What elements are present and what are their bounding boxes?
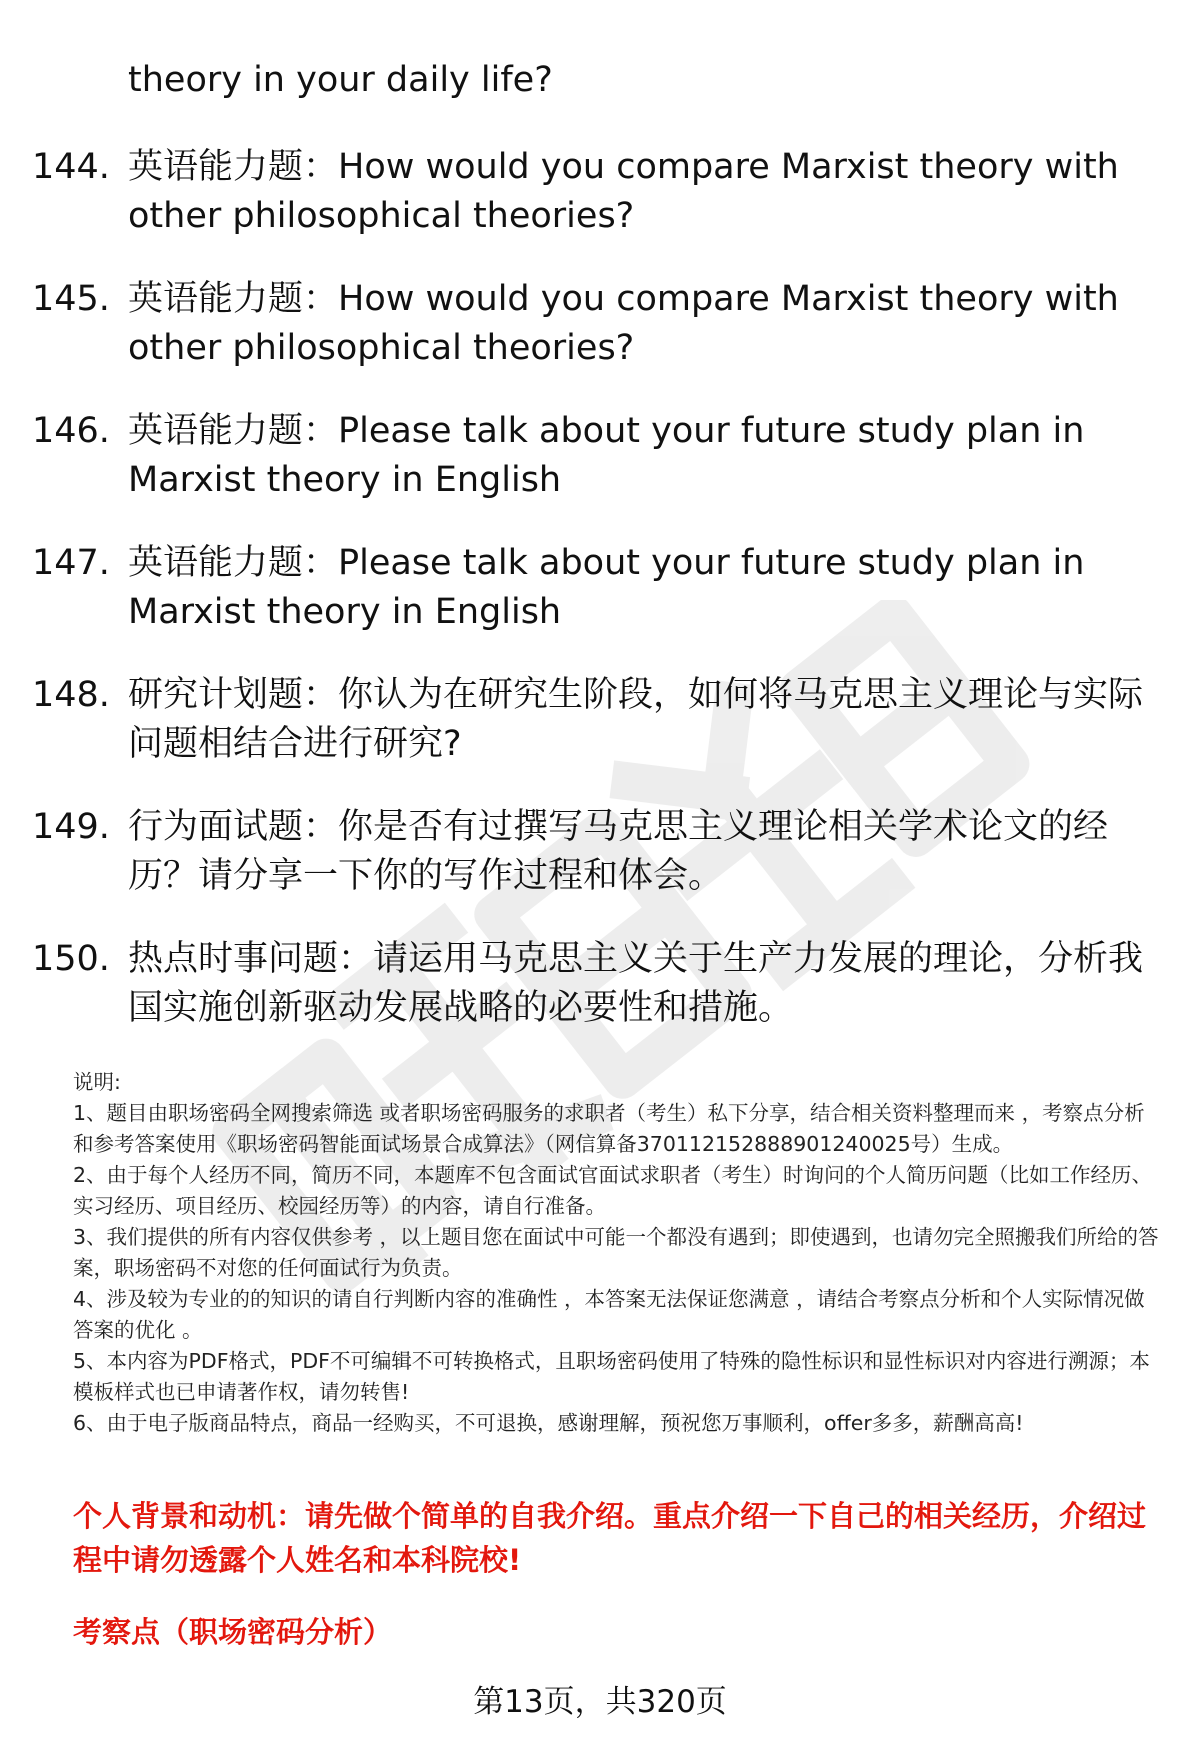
question-number: 146. <box>32 411 110 451</box>
question-number: 150. <box>32 939 110 979</box>
note-item: 4、涉及较为专业的的知识的请自行判断内容的准确性 ，本答案无法保证您满意 ，请结合考察点分析和个人实际情况做答案的优化 。 <box>73 1287 1145 1342</box>
question-number: 145. <box>32 279 110 319</box>
question-number: 147. <box>32 543 110 583</box>
question-text: 英语能力题：How would you compare Marxist theory with other philosophical theories? <box>128 279 1119 368</box>
question-item <box>32 935 1162 1033</box>
question-text: 研究计划题：你认为在研究生阶段，如何将马克思主义理论与实际问题相结合进行研究? <box>128 675 1144 764</box>
question-item <box>32 275 1162 373</box>
question-item <box>32 407 1162 505</box>
question-number: 149. <box>32 807 110 847</box>
note-item: 5、本内容为PDF格式，PDF不可编辑不可转换格式，且职场密码使用了特殊的隐性标识和显性标识对内容进行溯源；本模板样式也已申请著作权，请勿转售! <box>73 1349 1150 1404</box>
question-item <box>32 56 1162 105</box>
question-text: 热点时事问题：请运用马克思主义关于生产力发展的理论，分析我国实施创新驱动发展战略的必要性和措施。 <box>128 939 1144 1028</box>
note-item: 1、题目由职场密码全网搜索筛选 或者职场密码服务的求职者（考生）私下分享，结合相关资料整理而来 ，考察点分析和参考答案使用《职场密码智能面试场景合成算法》（网信算备370112152888901240025号）生成。 <box>73 1101 1145 1156</box>
notes-section <box>73 1067 1163 1439</box>
question-text: 行为面试题：你是否有过撰写马克思主义理论相关学术论文的经历？请分享一下你的写作过程和体会。 <box>128 807 1109 896</box>
note-item: 3、我们提供的所有内容仅供参考 ，以上题目您在面试中可能一个都没有遇到；即使遇到，也请勿完全照搬我们所给的答案，职场密码不对您的任何面试行为负责。 <box>73 1225 1159 1280</box>
background-prompt: 个人背景和动机：请先做个简单的自我介绍。重点介绍一下自己的相关经历，介绍过程中请勿透露个人姓名和本科院校! <box>73 1499 1147 1577</box>
question-text: 英语能力题：Please talk about your future study plan in Marxist theory in English <box>128 411 1085 500</box>
notes-heading: 说明: <box>73 1070 121 1094</box>
question-list <box>32 56 1162 1067</box>
question-item <box>32 671 1162 769</box>
page-footer: 第13页，共320页 <box>473 1684 727 1720</box>
question-number: 148. <box>32 675 110 715</box>
question-number: 144. <box>32 147 110 187</box>
question-item <box>32 539 1162 637</box>
question-text: 英语能力题：Please talk about your future study plan in Marxist theory in English <box>128 543 1085 632</box>
question-text: 英语能力题：How would you compare Marxist theory with other philosophical theories? <box>128 147 1119 236</box>
note-item: 2、由于每个人经历不同，简历不同，本题库不包含面试官面试求职者（考生）时询问的个人简历问题（比如工作经历、实习经历、项目经历、校园经历等）的内容，请自行准备。 <box>73 1163 1153 1218</box>
question-item <box>32 143 1162 241</box>
note-item: 6、由于电子版商品特点，商品一经购买，不可退换，感谢理解，预祝您万事顺利，offer多多，薪酬高高! <box>73 1411 1024 1435</box>
question-item <box>32 803 1162 901</box>
question-text: theory in your daily life? <box>128 60 553 100</box>
analysis-heading: 考察点（职场密码分析） <box>73 1615 393 1649</box>
